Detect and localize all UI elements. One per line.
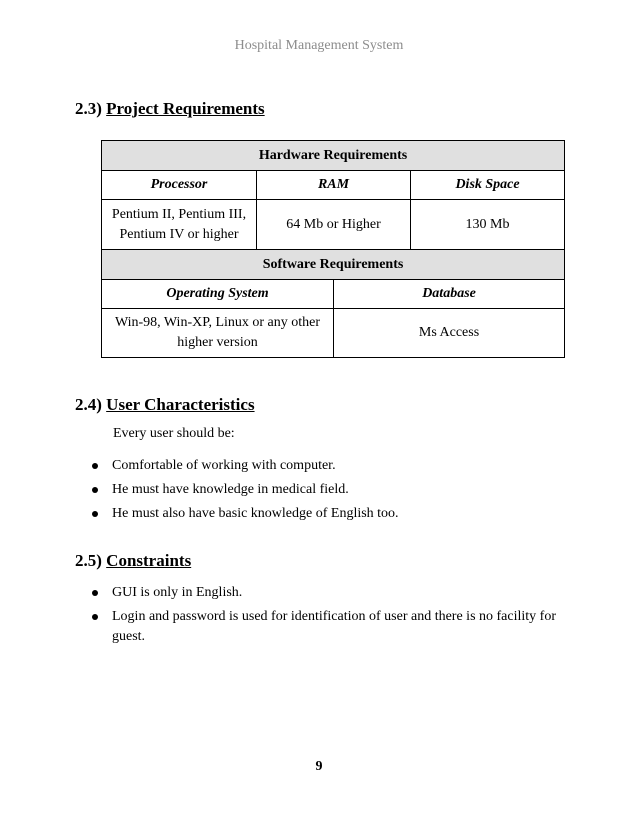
running-header: Hospital Management System bbox=[234, 38, 404, 53]
constraints-list bbox=[90, 583, 590, 651]
cell-ram-value: 64 Mb or Higher bbox=[257, 200, 411, 250]
column-header-database: Database bbox=[334, 280, 565, 309]
hardware-requirements-band: Hardware Requirements bbox=[102, 141, 565, 171]
cell-database-value: Ms Access bbox=[334, 309, 565, 358]
list-item: He must also have basic knowledge of English too. bbox=[90, 504, 590, 524]
section-heading-user-characteristics bbox=[75, 395, 255, 415]
cell-processor-value: Pentium II, Pentium III, Pentium IV or higher bbox=[102, 200, 257, 250]
section-title: Project Requirements bbox=[106, 99, 265, 118]
section-title: Constraints bbox=[106, 551, 192, 570]
list-item: Comfortable of working with computer. bbox=[90, 456, 590, 476]
list-item: GUI is only in English. bbox=[90, 583, 590, 603]
column-header-operating-system: Operating System bbox=[102, 280, 334, 309]
column-header-ram: RAM bbox=[257, 171, 411, 200]
cell-operating-system-value: Win-98, Win-XP, Linux or any other higher version bbox=[102, 309, 334, 358]
section-heading-constraints bbox=[75, 551, 191, 571]
section-number: 2.5) bbox=[75, 551, 102, 570]
cell-disk-space-value: 130 Mb bbox=[411, 200, 565, 250]
user-characteristics-intro: Every user should be: bbox=[113, 426, 235, 441]
column-header-disk-space: Disk Space bbox=[411, 171, 565, 200]
section-number: 2.3) bbox=[75, 99, 102, 118]
column-header-processor: Processor bbox=[102, 171, 257, 200]
section-number: 2.4) bbox=[75, 395, 102, 414]
section-heading-project-requirements bbox=[75, 99, 265, 119]
section-title: User Characteristics bbox=[106, 395, 255, 414]
list-item: He must have knowledge in medical field. bbox=[90, 480, 590, 500]
requirements-table bbox=[101, 140, 565, 358]
user-characteristics-list bbox=[90, 456, 590, 528]
software-requirements-band: Software Requirements bbox=[102, 250, 565, 280]
page-number: 9 bbox=[315, 759, 323, 774]
list-item: Login and password is used for identification of user and there is no facility for guest. bbox=[90, 607, 590, 647]
